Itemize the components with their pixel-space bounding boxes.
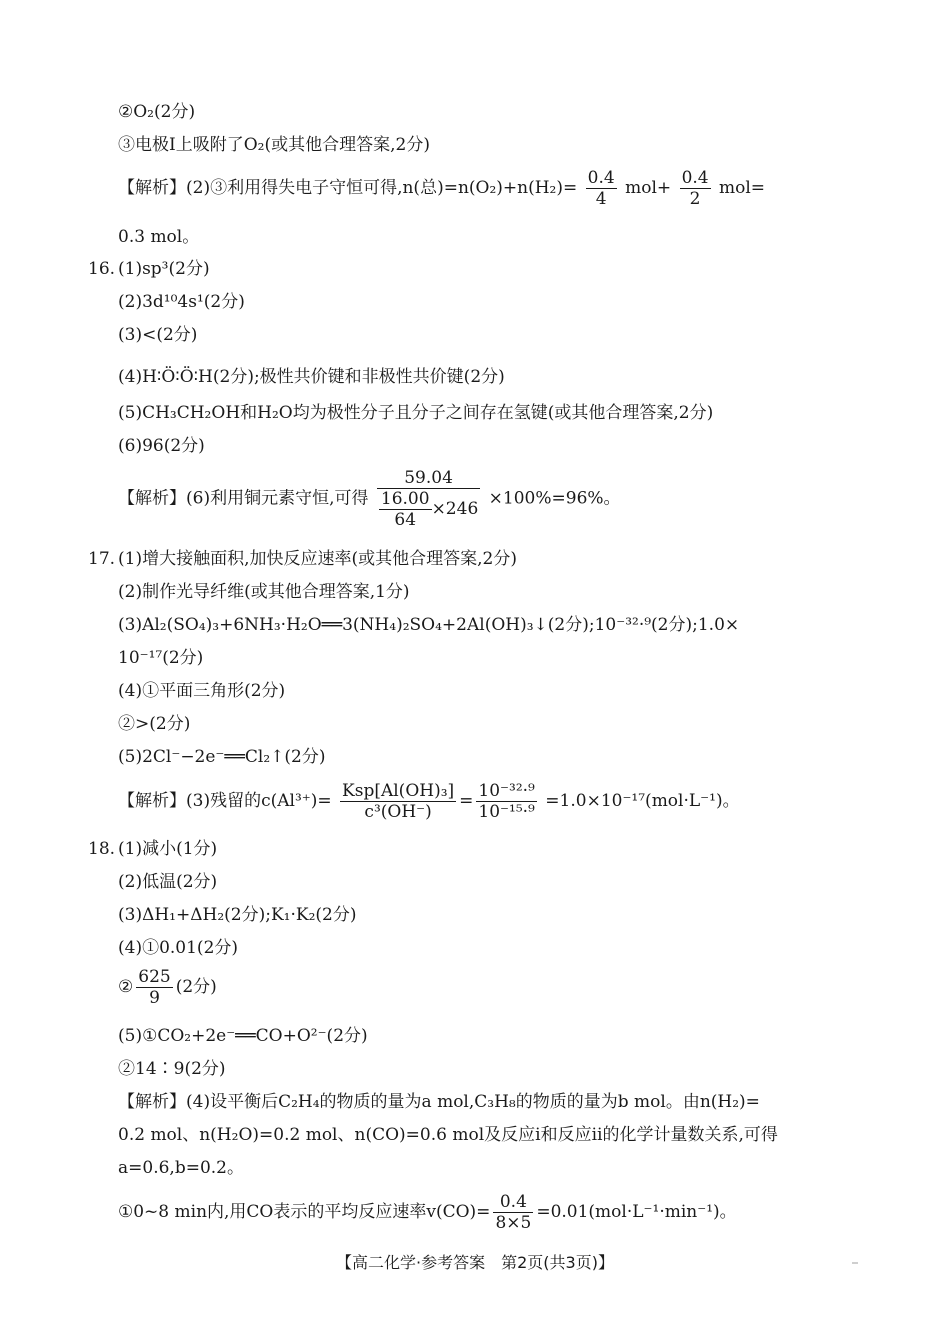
answer-line: (4)H∶Ö∶Ö∶H(2分);极性共价键和非极性共价键(2分) xyxy=(118,367,505,387)
analysis-line: 0.3 mol。 xyxy=(118,227,200,247)
answer-line: (2)3d¹⁰4s¹(2分) xyxy=(118,292,245,312)
analysis-line: 0.2 mol、n(H₂O)=0.2 mol、n(CO)=0.6 mol及反应ⅰ和反应ⅱ的化学计量数关系,可得 xyxy=(118,1125,778,1145)
answer-line: ②>(2分) xyxy=(118,714,191,734)
analysis-line xyxy=(118,468,621,530)
denominator: 8×5 xyxy=(495,1213,532,1233)
question-number: 17. xyxy=(88,549,116,569)
fraction xyxy=(136,967,172,1008)
analysis-line xyxy=(118,1190,737,1234)
denominator: 2 xyxy=(689,189,701,209)
scan-mark xyxy=(852,1262,858,1264)
answer-line: (3)<(2分) xyxy=(118,325,198,345)
denominator: 4 xyxy=(595,189,607,209)
fraction xyxy=(377,468,480,530)
fraction xyxy=(493,1192,533,1233)
answer-line: (4)①0.01(2分) xyxy=(118,938,239,958)
answer-line: ②14∶9(2分) xyxy=(118,1059,226,1079)
answer-line: (6)96(2分) xyxy=(118,436,205,456)
fraction xyxy=(476,781,536,822)
analysis-line: a=0.6,b=0.2。 xyxy=(118,1158,244,1178)
denominator: 10⁻¹⁵·⁹ xyxy=(478,802,535,822)
numerator: 59.04 xyxy=(377,468,480,489)
analysis-line xyxy=(118,168,765,209)
numerator: 625 xyxy=(138,967,171,987)
analysis-line: 【解析】(4)设平衡后C₂H₄的物质的量为a mol,C₃H₈的物质的量为b mol。由n(H₂)= xyxy=(118,1092,760,1112)
question-line xyxy=(88,547,517,571)
answer-line: (4)①平面三角形(2分) xyxy=(118,681,286,701)
numerator: 0.4 xyxy=(587,168,615,188)
analysis-text: ①0~8 min内,用CO表示的平均反应速率v(CO)= xyxy=(118,1202,491,1222)
answer-line: ③电极Ⅰ上吸附了O₂(或其他合理答案,2分) xyxy=(118,135,430,155)
answer-line xyxy=(118,965,217,1009)
answer-line: (3)Al₂(SO₄)₃+6NH₃·H₂O══3(NH₄)₂SO₄+2Al(OH)₃↓(2分);10⁻³²·⁹(2分);1.0× xyxy=(118,615,740,635)
answer-line: (3)ΔH₁+ΔH₂(2分);K₁·K₂(2分) xyxy=(118,905,357,925)
question-number: 18. xyxy=(88,839,116,859)
denominator-tail: ×246 xyxy=(431,499,479,519)
fraction xyxy=(340,781,456,822)
numerator: 16.00 xyxy=(380,489,430,509)
fraction xyxy=(680,168,711,209)
question-line xyxy=(88,257,210,281)
question-number: 16. xyxy=(88,259,116,279)
answer-text: (1)减小(1分) xyxy=(118,839,218,859)
numerator: 0.4 xyxy=(681,168,709,188)
analysis-text: mol= xyxy=(719,178,766,198)
denominator xyxy=(377,489,480,530)
analysis-text: ×100%=96%。 xyxy=(488,488,621,509)
numerator: 0.4 xyxy=(493,1192,533,1213)
analysis-text: =1.0×10⁻¹⁷(mol·L⁻¹)。 xyxy=(545,791,740,811)
answer-line: (2)制作光导纤维(或其他合理答案,1分) xyxy=(118,582,410,602)
analysis-line xyxy=(118,779,740,823)
analysis-text: 【解析】(6)利用铜元素守恒,可得 xyxy=(118,488,369,509)
analysis-text: 【解析】(3)残留的c(Al³⁺)= xyxy=(118,791,332,811)
denominator: c³(OH⁻) xyxy=(364,802,432,822)
fraction xyxy=(586,168,617,209)
answer-line: (5)CH₃CH₂OH和H₂O均为极性分子且分子之间存在氢键(或其他合理答案,2分) xyxy=(118,403,714,423)
answer-line: (5)①CO₂+2e⁻══CO+O²⁻(2分) xyxy=(118,1026,368,1046)
denominator: 9 xyxy=(149,988,160,1008)
page-footer: 【高二化学·参考答案 第2页(共3页)】 xyxy=(336,1253,614,1272)
equals-sign: = xyxy=(459,791,474,811)
answer-text: (2分) xyxy=(175,977,217,997)
analysis-text: =0.01(mol·L⁻¹·min⁻¹)。 xyxy=(536,1202,737,1222)
numerator: Ksp[Al(OH)₃] xyxy=(342,781,455,801)
answer-line: ②O₂(2分) xyxy=(118,102,196,122)
analysis-text: mol+ xyxy=(625,178,672,198)
answer-text: (1)增大接触面积,加快反应速率(或其他合理答案,2分) xyxy=(118,549,517,569)
fraction xyxy=(379,489,432,530)
question-line xyxy=(88,837,217,861)
analysis-text: 【解析】(2)③利用得失电子守恒可得,n(总)=n(O₂)+n(H₂)= xyxy=(118,178,578,198)
answer-line: 10⁻¹⁷(2分) xyxy=(118,648,204,668)
denominator: 64 xyxy=(394,510,417,530)
answer-line: (5)2Cl⁻−2e⁻══Cl₂↑(2分) xyxy=(118,747,326,767)
numerator: 10⁻³²·⁹ xyxy=(478,781,535,801)
answer-text: (1)sp³(2分) xyxy=(118,259,210,279)
answer-line: (2)低温(2分) xyxy=(118,872,218,892)
answer-text: ② xyxy=(118,977,134,997)
